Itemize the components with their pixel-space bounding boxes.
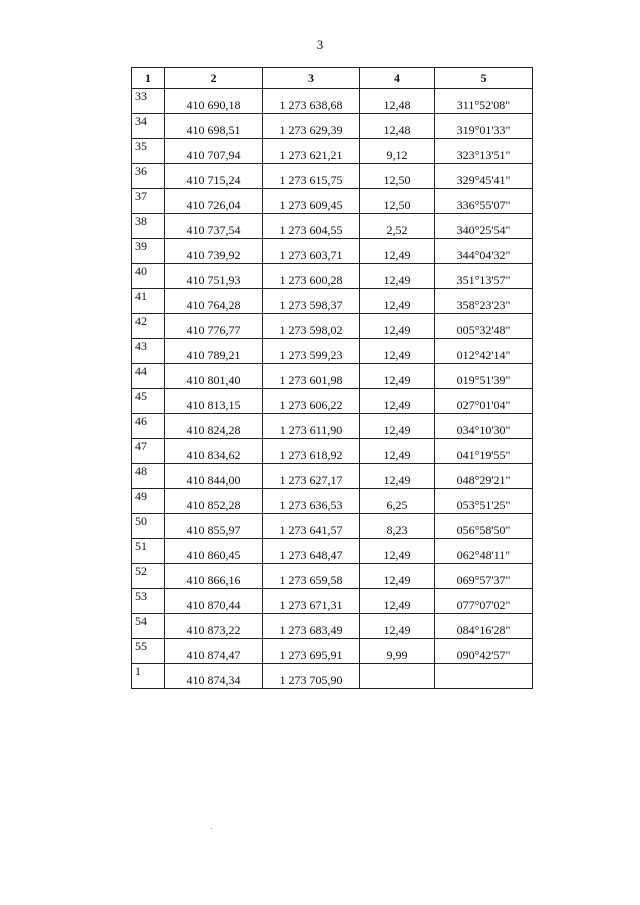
- table-row: [132, 439, 533, 464]
- point-number-cell: 44: [132, 364, 165, 389]
- x-coordinate-cell: 410 844,00: [165, 464, 263, 489]
- column-header-3: 3: [263, 68, 360, 89]
- bearing-cell: 336°55'07": [435, 189, 533, 214]
- column-header-1: 1: [132, 68, 165, 89]
- table-row: [132, 139, 533, 164]
- distance-cell: 12,49: [360, 289, 435, 314]
- bearing-cell: 048°29'21": [435, 464, 533, 489]
- y-coordinate-cell: 1 273 611,90: [263, 414, 360, 439]
- distance-cell: 8,23: [360, 514, 435, 539]
- x-coordinate-cell: 410 813,15: [165, 389, 263, 414]
- x-coordinate-cell: 410 690,18: [165, 89, 263, 114]
- table-row: [132, 89, 533, 114]
- table-row: [132, 164, 533, 189]
- y-coordinate-cell: 1 273 659,58: [263, 564, 360, 589]
- distance-cell: [360, 664, 435, 689]
- distance-cell: 12,49: [360, 339, 435, 364]
- point-number-cell: 43: [132, 339, 165, 364]
- x-coordinate-cell: 410 855,97: [165, 514, 263, 539]
- point-number-cell: 49: [132, 489, 165, 514]
- bearing-cell: [435, 664, 533, 689]
- bearing-cell: 340°25'54": [435, 214, 533, 239]
- table-row: [132, 264, 533, 289]
- bearing-cell: 090°42'57": [435, 639, 533, 664]
- column-header-2: 2: [165, 68, 263, 89]
- y-coordinate-cell: 1 273 638,68: [263, 89, 360, 114]
- y-coordinate-cell: 1 273 609,45: [263, 189, 360, 214]
- distance-cell: 12,49: [360, 614, 435, 639]
- bearing-cell: 012°42'14": [435, 339, 533, 364]
- bearing-cell: 034°10'30": [435, 414, 533, 439]
- bearing-cell: 319°01'33": [435, 114, 533, 139]
- y-coordinate-cell: 1 273 601,98: [263, 364, 360, 389]
- column-header-4: 4: [360, 68, 435, 89]
- table-row: [132, 639, 533, 664]
- distance-cell: 12,49: [360, 389, 435, 414]
- point-number-cell: 37: [132, 189, 165, 214]
- y-coordinate-cell: 1 273 618,92: [263, 439, 360, 464]
- y-coordinate-cell: 1 273 695,91: [263, 639, 360, 664]
- y-coordinate-cell: 1 273 705,90: [263, 664, 360, 689]
- point-number-cell: 50: [132, 514, 165, 539]
- bearing-cell: 351°13'57": [435, 264, 533, 289]
- y-coordinate-cell: 1 273 603,71: [263, 239, 360, 264]
- table-row: [132, 389, 533, 414]
- x-coordinate-cell: 410 726,04: [165, 189, 263, 214]
- table-row: [132, 414, 533, 439]
- bearing-cell: 062°48'11": [435, 539, 533, 564]
- x-coordinate-cell: 410 834,62: [165, 439, 263, 464]
- table-row: [132, 664, 533, 689]
- table-row: [132, 214, 533, 239]
- point-number-cell: 53: [132, 589, 165, 614]
- table-row: [132, 489, 533, 514]
- distance-cell: 12,49: [360, 439, 435, 464]
- x-coordinate-cell: 410 698,51: [165, 114, 263, 139]
- bearing-cell: 323°13'51": [435, 139, 533, 164]
- x-coordinate-cell: 410 866,16: [165, 564, 263, 589]
- x-coordinate-cell: 410 764,28: [165, 289, 263, 314]
- table-row: [132, 364, 533, 389]
- y-coordinate-cell: 1 273 629,39: [263, 114, 360, 139]
- y-coordinate-cell: 1 273 615,75: [263, 164, 360, 189]
- x-coordinate-cell: 410 737,54: [165, 214, 263, 239]
- table-row: [132, 114, 533, 139]
- distance-cell: 12,49: [360, 364, 435, 389]
- bearing-cell: 053°51'25": [435, 489, 533, 514]
- bearing-cell: 005°32'48": [435, 314, 533, 339]
- scan-speck: [211, 828, 212, 829]
- point-number-cell: 51: [132, 539, 165, 564]
- y-coordinate-cell: 1 273 599,23: [263, 339, 360, 364]
- bearing-cell: 019°51'39": [435, 364, 533, 389]
- distance-cell: 6,25: [360, 489, 435, 514]
- distance-cell: 12,49: [360, 264, 435, 289]
- point-number-cell: 48: [132, 464, 165, 489]
- point-number-cell: 1: [132, 664, 165, 689]
- distance-cell: 2,52: [360, 214, 435, 239]
- distance-cell: 12,49: [360, 589, 435, 614]
- table-row: [132, 589, 533, 614]
- point-number-cell: 34: [132, 114, 165, 139]
- point-number-cell: 54: [132, 614, 165, 639]
- x-coordinate-cell: 410 874,47: [165, 639, 263, 664]
- y-coordinate-cell: 1 273 671,31: [263, 589, 360, 614]
- column-header-5: 5: [435, 68, 533, 89]
- bearing-cell: 027°01'04": [435, 389, 533, 414]
- distance-cell: 12,49: [360, 239, 435, 264]
- page-number: 3: [316, 37, 324, 52]
- distance-cell: 9,99: [360, 639, 435, 664]
- x-coordinate-cell: 410 789,21: [165, 339, 263, 364]
- distance-cell: 12,49: [360, 464, 435, 489]
- point-number-cell: 41: [132, 289, 165, 314]
- point-number-cell: 55: [132, 639, 165, 664]
- distance-cell: 12,48: [360, 89, 435, 114]
- point-number-cell: 42: [132, 314, 165, 339]
- distance-cell: 12,49: [360, 539, 435, 564]
- x-coordinate-cell: 410 870,44: [165, 589, 263, 614]
- y-coordinate-cell: 1 273 683,49: [263, 614, 360, 639]
- y-coordinate-cell: 1 273 627,17: [263, 464, 360, 489]
- y-coordinate-cell: 1 273 598,37: [263, 289, 360, 314]
- table-row: [132, 314, 533, 339]
- y-coordinate-cell: 1 273 600,28: [263, 264, 360, 289]
- x-coordinate-cell: 410 874,34: [165, 664, 263, 689]
- point-number-cell: 52: [132, 564, 165, 589]
- table-row: [132, 614, 533, 639]
- bearing-cell: 077°07'02": [435, 589, 533, 614]
- point-number-cell: 38: [132, 214, 165, 239]
- x-coordinate-cell: 410 707,94: [165, 139, 263, 164]
- bearing-cell: 041°19'55": [435, 439, 533, 464]
- point-number-cell: 45: [132, 389, 165, 414]
- distance-cell: 12,48: [360, 114, 435, 139]
- table-row: [132, 239, 533, 264]
- y-coordinate-cell: 1 273 636,53: [263, 489, 360, 514]
- table-header-row: [132, 68, 533, 89]
- x-coordinate-cell: 410 751,93: [165, 264, 263, 289]
- y-coordinate-cell: 1 273 604,55: [263, 214, 360, 239]
- y-coordinate-cell: 1 273 598,02: [263, 314, 360, 339]
- y-coordinate-cell: 1 273 621,21: [263, 139, 360, 164]
- bearing-cell: 311°52'08": [435, 89, 533, 114]
- point-number-cell: 35: [132, 139, 165, 164]
- bearing-cell: 358°23'23": [435, 289, 533, 314]
- distance-cell: 12,49: [360, 564, 435, 589]
- y-coordinate-cell: 1 273 648,47: [263, 539, 360, 564]
- bearing-cell: 084°16'28": [435, 614, 533, 639]
- distance-cell: 12,50: [360, 164, 435, 189]
- distance-cell: 9,12: [360, 139, 435, 164]
- distance-cell: 12,49: [360, 414, 435, 439]
- bearing-cell: 329°45'41": [435, 164, 533, 189]
- point-number-cell: 33: [132, 89, 165, 114]
- y-coordinate-cell: 1 273 606,22: [263, 389, 360, 414]
- bearing-cell: 056°58'50": [435, 514, 533, 539]
- point-number-cell: 36: [132, 164, 165, 189]
- table-row: [132, 539, 533, 564]
- table-row: [132, 464, 533, 489]
- coordinates-table: [131, 67, 533, 689]
- distance-cell: 12,49: [360, 314, 435, 339]
- bearing-cell: 069°57'37": [435, 564, 533, 589]
- x-coordinate-cell: 410 715,24: [165, 164, 263, 189]
- x-coordinate-cell: 410 873,22: [165, 614, 263, 639]
- point-number-cell: 47: [132, 439, 165, 464]
- point-number-cell: 46: [132, 414, 165, 439]
- table-row: [132, 339, 533, 364]
- x-coordinate-cell: 410 852,28: [165, 489, 263, 514]
- table-row: [132, 514, 533, 539]
- table-row: [132, 189, 533, 214]
- point-number-cell: 39: [132, 239, 165, 264]
- bearing-cell: 344°04'32": [435, 239, 533, 264]
- x-coordinate-cell: 410 824,28: [165, 414, 263, 439]
- x-coordinate-cell: 410 739,92: [165, 239, 263, 264]
- table-row: [132, 289, 533, 314]
- x-coordinate-cell: 410 776,77: [165, 314, 263, 339]
- x-coordinate-cell: 410 860,45: [165, 539, 263, 564]
- y-coordinate-cell: 1 273 641,57: [263, 514, 360, 539]
- distance-cell: 12,50: [360, 189, 435, 214]
- table-row: [132, 564, 533, 589]
- point-number-cell: 40: [132, 264, 165, 289]
- table-body: [132, 89, 533, 689]
- x-coordinate-cell: 410 801,40: [165, 364, 263, 389]
